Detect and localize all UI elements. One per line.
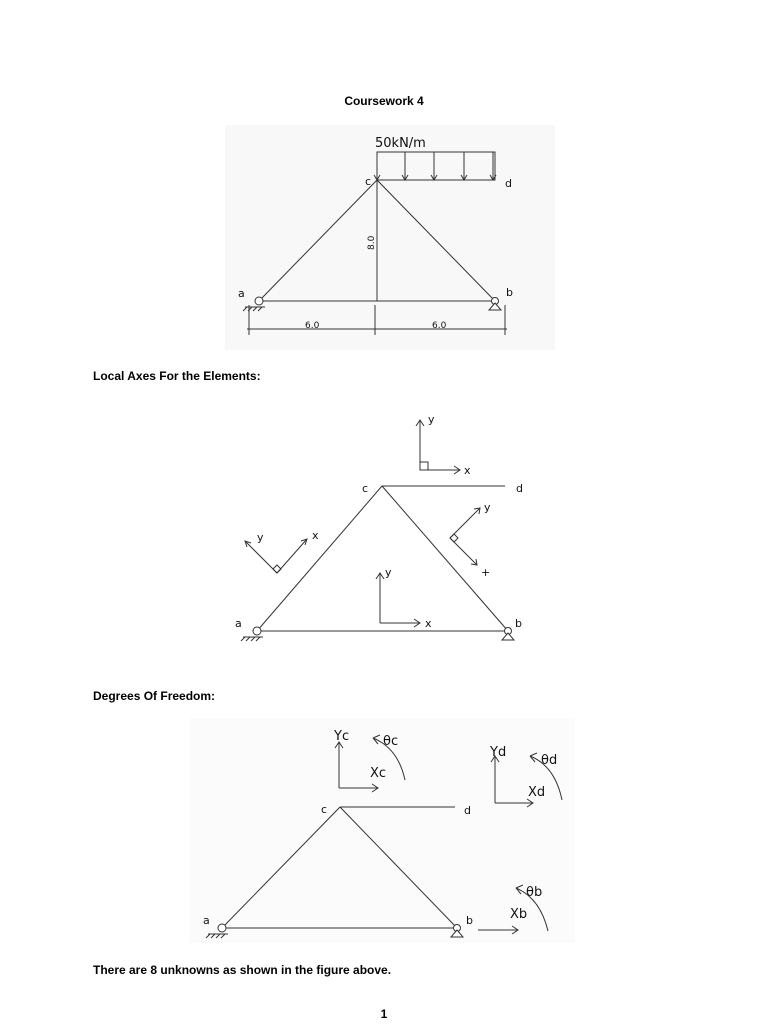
node-d-label: d <box>516 482 523 495</box>
dof-yd-label: Yd <box>490 745 507 760</box>
summary-text: There are 8 unknowns as shown in the figure above. <box>93 963 392 977</box>
roller-support-b <box>502 628 514 641</box>
axis-x-label-cd: x <box>464 464 471 477</box>
node-c-label: c <box>365 175 372 188</box>
axis-y-label-cb: y <box>484 501 491 514</box>
node-a-label: a <box>235 617 242 630</box>
height-label: 8.0 <box>367 235 377 250</box>
node-d-label: d <box>464 804 471 817</box>
axis-y-label-ab: y <box>385 566 392 579</box>
span-right-label: 6.0 <box>432 321 447 331</box>
dof-yc-label: Yc <box>334 729 350 744</box>
axis-y-label-cd: y <box>428 413 435 426</box>
node-d-label: d <box>505 177 512 190</box>
page-number: 1 <box>380 1007 388 1021</box>
axis-x-label-ac: x <box>312 529 319 542</box>
node-c-label: c <box>321 803 328 816</box>
node-b-label: b <box>466 914 473 927</box>
axis-plus-label-cb: + <box>481 566 491 579</box>
dof-xc-label: Xc <box>370 766 387 781</box>
heading-local-axes: Local Axes For the Elements: <box>93 369 261 383</box>
dof-xd-label: Xd <box>528 785 546 800</box>
figure-local-axes <box>225 408 535 648</box>
heading-dof: Degrees Of Freedom: <box>93 689 216 703</box>
node-b-label: b <box>506 286 513 299</box>
figure-degrees-of-freedom <box>190 718 575 943</box>
node-c-label: c <box>362 482 369 495</box>
span-left-label: 6.0 <box>305 321 320 331</box>
axis-y-label-ac: y <box>257 531 264 544</box>
dof-theta-b-label: θb <box>526 885 543 900</box>
dof-xb-label: Xb <box>510 907 528 922</box>
figure-structure-loading <box>225 125 555 350</box>
page-title: Coursework 4 <box>344 94 424 108</box>
node-a-label: a <box>238 287 245 300</box>
axis-x-label-ab: x <box>425 617 432 630</box>
dof-theta-d-label: θd <box>541 753 558 768</box>
load-label: 50kN/m <box>375 136 426 151</box>
node-a-label: a <box>203 914 210 927</box>
dof-theta-c-label: θc <box>383 734 399 749</box>
node-b-label: b <box>515 617 522 630</box>
fixed-support-a <box>241 627 263 641</box>
